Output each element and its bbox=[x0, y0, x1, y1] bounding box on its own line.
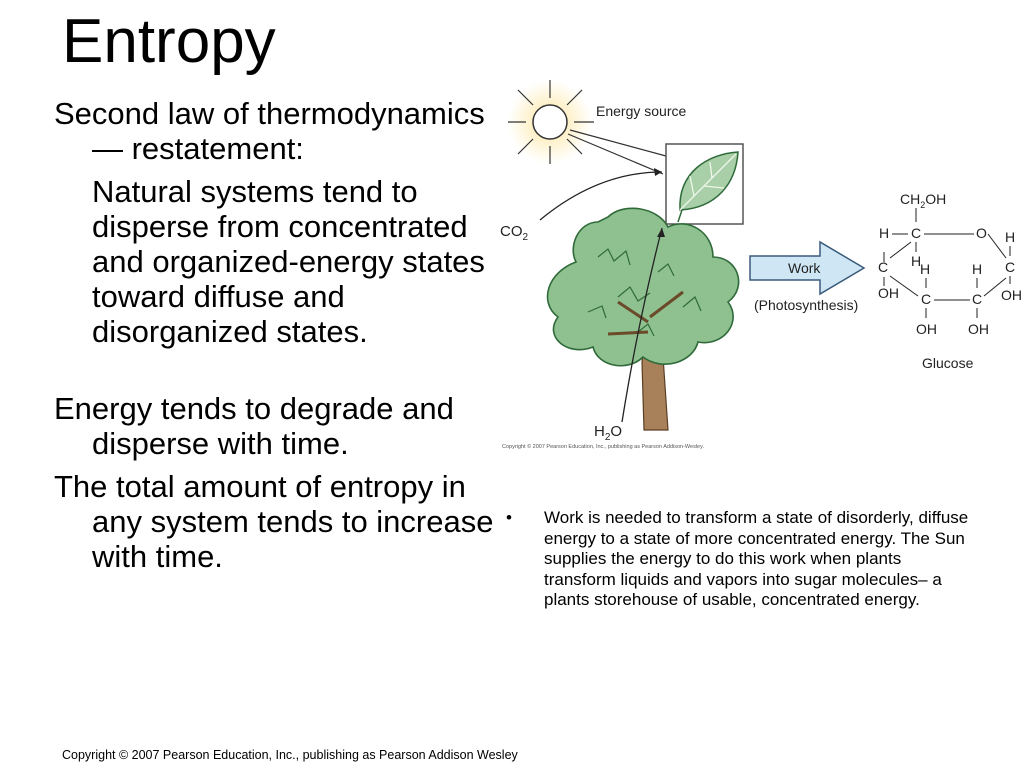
paragraph-total-entropy: The total amount of entropy in any system tends to increase with time. bbox=[54, 469, 494, 574]
ch2oh-group: $CH_2OH$ bbox=[900, 191, 947, 210]
energy-source-label: Energy source bbox=[596, 103, 687, 119]
tree-icon bbox=[548, 208, 739, 430]
photosynthesis-figure bbox=[498, 72, 1024, 452]
glucose-molecule bbox=[878, 191, 1022, 337]
atom-c4: C bbox=[878, 259, 889, 275]
atom-h-2: H bbox=[972, 261, 983, 277]
photosynthesis-label: (Photosynthesis) bbox=[754, 297, 859, 313]
bullet-text: Work is needed to transform a state of disorderly, diffuse energy to a state of more concentrated energy. The Sun supplies the energy to do this work when plants transform liquids and vapors into sugar molecules– a plants storehouse of usable, concentrated energy. bbox=[544, 508, 969, 609]
atom-c3: C bbox=[921, 291, 932, 307]
glucose-label: Glucose bbox=[922, 355, 974, 371]
paragraph-second-law: Second law of thermodynamics — restatement: bbox=[54, 96, 485, 166]
ring-oxygen: O bbox=[976, 225, 987, 241]
leaf-icon bbox=[666, 144, 743, 224]
atom-h-4: H bbox=[911, 253, 922, 269]
h2o-label: $H_2O$ bbox=[594, 423, 623, 443]
atom-oh-4: OH bbox=[878, 285, 899, 301]
atom-h-5: H bbox=[879, 225, 890, 241]
figure-copyright: Copyright © 2007 Pearson Education, Inc., publishing as Pearson Addison-Wesley. bbox=[502, 444, 704, 450]
work-label: Work bbox=[788, 260, 821, 276]
atom-oh-3: OH bbox=[916, 321, 937, 337]
paragraph-natural-systems: Natural systems tend to disperse from concentrated and organized-energy states toward diffuse and disorganized states. bbox=[92, 174, 485, 349]
bullet-work-note bbox=[506, 508, 976, 611]
atom-c5: C bbox=[911, 225, 922, 241]
bullet-marker: • bbox=[506, 508, 512, 527]
atom-h-3: H bbox=[920, 261, 931, 277]
footer-copyright: Copyright © 2007 Pearson Education, Inc., publishing as Pearson Addison Wesley bbox=[62, 748, 518, 762]
atom-oh-1: OH bbox=[1001, 287, 1022, 303]
atom-c1: C bbox=[1005, 259, 1016, 275]
sun-icon bbox=[508, 80, 666, 174]
paragraph-energy-degrades: Energy tends to degrade and disperse with time. bbox=[54, 391, 454, 461]
atom-oh-2: OH bbox=[968, 321, 989, 337]
atom-h-1: H bbox=[1005, 229, 1016, 245]
co2-label: $CO_2$ bbox=[500, 223, 529, 243]
atom-c2: C bbox=[972, 291, 983, 307]
slide-title: Entropy bbox=[62, 7, 276, 76]
main-text-column bbox=[54, 96, 514, 574]
